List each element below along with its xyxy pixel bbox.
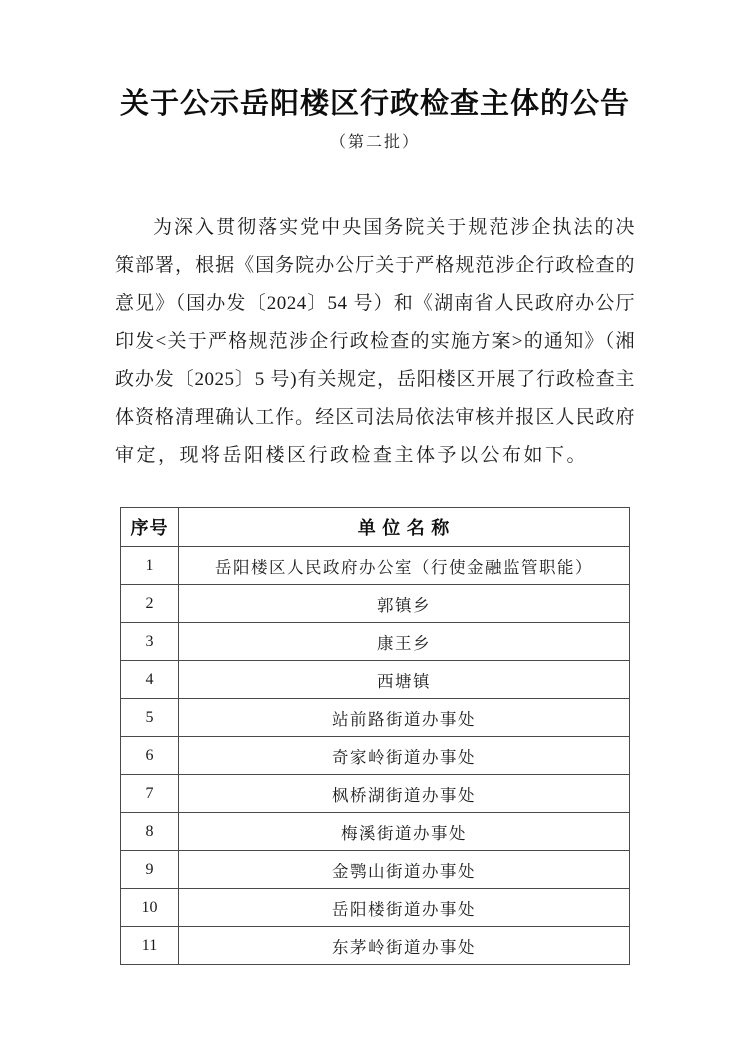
row-number-cell: 7 [121, 775, 179, 813]
row-number-cell: 8 [121, 813, 179, 851]
unit-name-cell: 郭镇乡 [179, 585, 630, 623]
table-row [121, 775, 630, 813]
paragraph-line: 策部署，根据《国务院办公厅关于严格规范涉企行政检查的 [115, 255, 635, 276]
table-row [121, 547, 630, 585]
row-number-cell: 5 [121, 699, 179, 737]
table-row [121, 737, 630, 775]
unit-name-cell: 梅溪街道办事处 [179, 813, 630, 851]
paragraph-line: 意见》（国办发〔2024〕54 号）和《湖南省人民政府办公厅 [115, 293, 635, 314]
unit-name-cell: 站前路街道办事处 [179, 699, 630, 737]
page-subtitle: （第二批） [329, 134, 420, 151]
paragraph-line: 审定，现将岳阳楼区行政检查主体予以公布如下。 [115, 445, 589, 466]
table-row [121, 585, 630, 623]
table-header-row [121, 508, 630, 547]
paragraph-line: 印发<关于严格规范涉企行政检查的实施方案>的通知》（湘 [115, 331, 635, 352]
table-row [121, 889, 630, 927]
paragraph-line: 为深入贯彻落实党中央国务院关于规范涉企执法的决 [153, 217, 635, 238]
table-header-unit-name: 单 位 名 称 [179, 508, 630, 547]
row-number-cell: 2 [121, 585, 179, 623]
row-number-cell: 3 [121, 623, 179, 661]
row-number-cell: 1 [121, 547, 179, 585]
unit-name-cell: 岳阳楼区人民政府办公室（行使金融监管职能） [179, 547, 630, 585]
table-row [121, 661, 630, 699]
unit-name-cell: 康王乡 [179, 623, 630, 661]
table-row [121, 623, 630, 661]
table-row [121, 927, 630, 965]
page-title: 关于公示岳阳楼区行政检查主体的公告 [119, 88, 630, 120]
table-row [121, 851, 630, 889]
row-number-cell: 9 [121, 851, 179, 889]
unit-name-cell: 西塘镇 [179, 661, 630, 699]
announcement-paragraph [115, 209, 635, 475]
inspection-subjects-table [120, 507, 630, 965]
row-number-cell: 6 [121, 737, 179, 775]
row-number-cell: 4 [121, 661, 179, 699]
row-number-cell: 11 [121, 927, 179, 965]
unit-name-cell: 东茅岭街道办事处 [179, 927, 630, 965]
unit-name-cell: 金鹗山街道办事处 [179, 851, 630, 889]
table-header-no: 序号 [121, 508, 179, 547]
table-row [121, 699, 630, 737]
unit-name-cell: 枫桥湖街道办事处 [179, 775, 630, 813]
paragraph-line: 政办发〔2025〕5 号)有关规定，岳阳楼区开展了行政检查主 [115, 369, 635, 390]
table-row [121, 813, 630, 851]
row-number-cell: 10 [121, 889, 179, 927]
unit-name-cell: 岳阳楼街道办事处 [179, 889, 630, 927]
paragraph-line: 体资格清理确认工作。经区司法局依法审核并报区人民政府 [115, 407, 635, 428]
unit-name-cell: 奇家岭街道办事处 [179, 737, 630, 775]
